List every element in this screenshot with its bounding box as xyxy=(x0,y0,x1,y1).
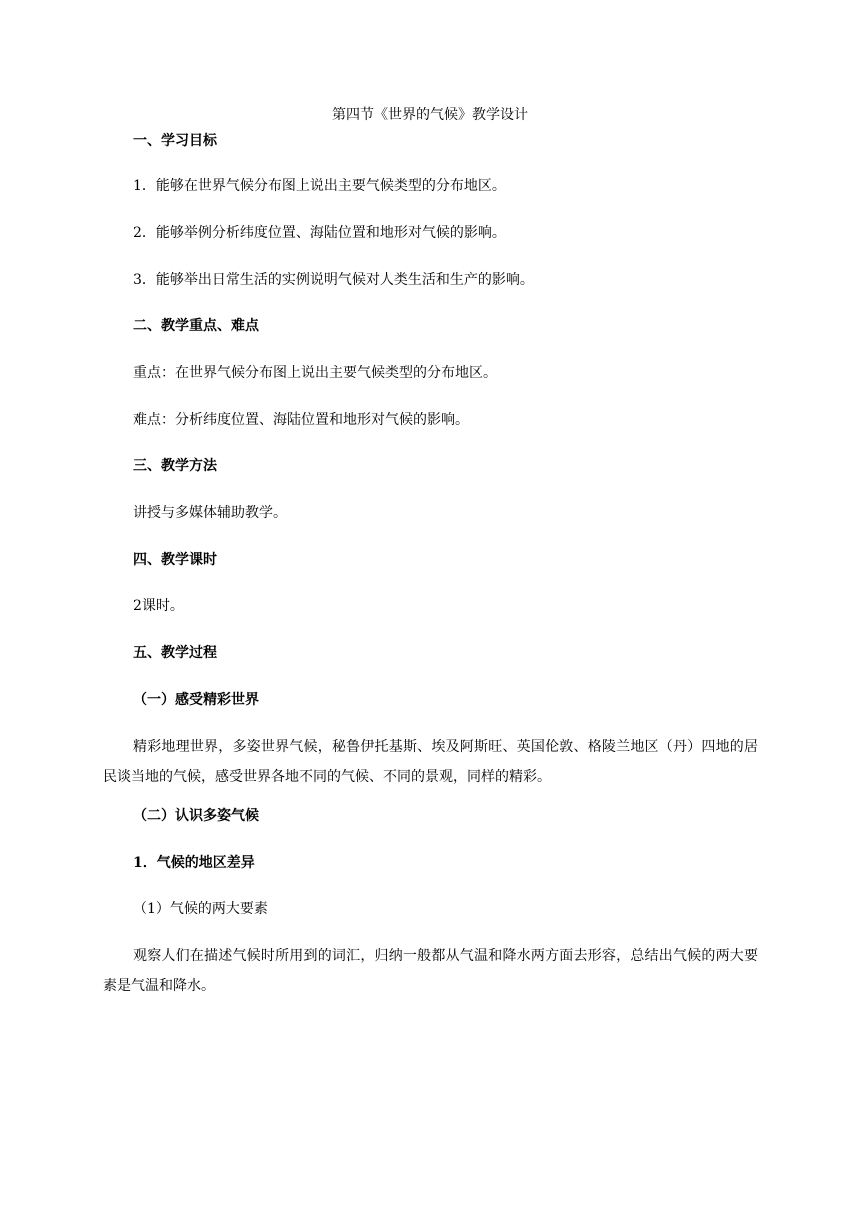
subheading-regional-differences: 1．气候的地区差异 xyxy=(133,855,255,871)
heading-teaching-process: 五、教学过程 xyxy=(133,645,217,661)
subheading-know-climate: （二）认识多姿气候 xyxy=(133,808,259,824)
heading-key-points: 二、教学重点、难点 xyxy=(133,318,259,334)
difficult-point-text: 难点：分析纬度位置、海陆位置和地形对气候的影响。 xyxy=(133,412,469,428)
document-title: 第四节《世界的气候》教学设计 xyxy=(332,107,528,123)
goal-item-1: 1．能够在世界气候分布图上说出主要气候类型的分布地区。 xyxy=(133,178,506,194)
goal-item-3: 3．能够举出日常生活的实例说明气候对人类生活和生产的影响。 xyxy=(133,272,534,288)
heading-class-hours: 四、教学课时 xyxy=(133,552,217,568)
goal-item-2: 2．能够举例分析纬度位置、海陆位置和地形对气候的影响。 xyxy=(133,225,506,241)
key-point-text: 重点：在世界气候分布图上说出主要气候类型的分布地区。 xyxy=(133,365,497,381)
paragraph-feel-world: 精彩地理世界，多姿世界气候，秘鲁伊托基斯、埃及阿斯旺、英国伦敦、格陵兰地区（丹）四地的居民谈当地的气候，感受世界各地不同的气候、不同的景观，同样的精彩。 xyxy=(103,739,758,785)
paragraph-two-elements: 观察人们在描述气候时所用到的词汇，归纳一般都从气温和降水两方面去形容，总结出气候的两大要素是气温和降水。 xyxy=(103,948,758,994)
teaching-method-text: 讲授与多媒体辅助教学。 xyxy=(133,505,287,521)
heading-teaching-method: 三、教学方法 xyxy=(133,458,217,474)
subheading-feel-world: （一）感受精彩世界 xyxy=(133,692,259,708)
class-hours-text: 2课时。 xyxy=(133,598,184,614)
subheading-two-elements: （1）气候的两大要素 xyxy=(133,901,268,917)
heading-learning-goals: 一、学习目标 xyxy=(133,133,217,149)
